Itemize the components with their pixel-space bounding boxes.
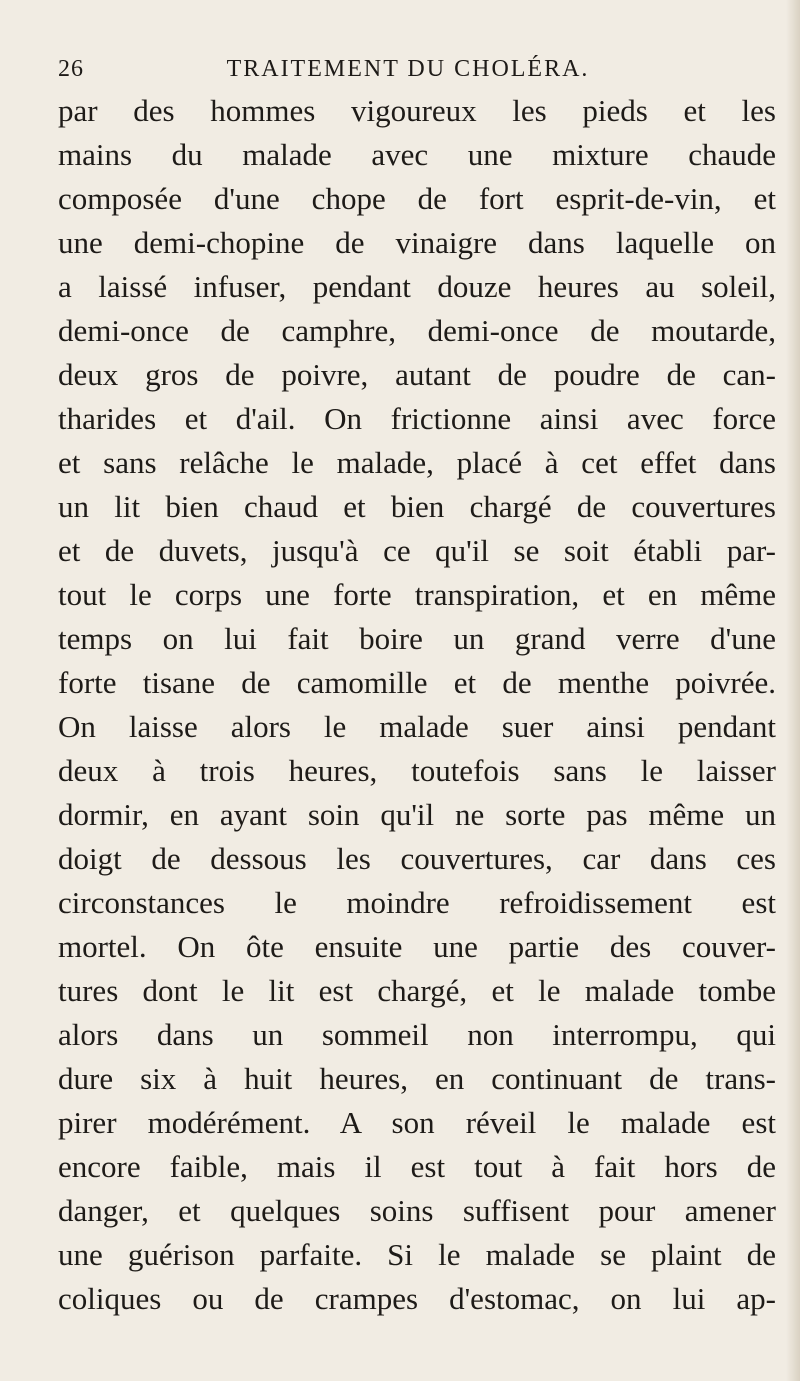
text-line: On laisse alors le malade suer ainsi pendant	[58, 709, 776, 744]
text-line: tures dont le lit est chargé, et le malade tombe	[58, 973, 776, 1008]
text-line: une demi-chopine de vinaigre dans laquelle on	[58, 225, 776, 260]
text-line: pirer modérément. A son réveil le malade est	[58, 1105, 776, 1140]
text-line: forte tisane de camomille et de menthe poivrée.	[58, 665, 776, 700]
text-line: coliques ou de crampes d'estomac, on lui ap-	[58, 1281, 776, 1316]
text-line: circonstances le moindre refroidissement est	[58, 885, 776, 920]
text-line: a laissé infuser, pendant douze heures au soleil,	[58, 269, 776, 304]
text-line: et de duvets, jusqu'à ce qu'il se soit établi par-	[58, 533, 776, 568]
text-line: une guérison parfaite. Si le malade se plaint de	[58, 1237, 776, 1272]
text-line: un lit bien chaud et bien chargé de couvertures	[58, 489, 776, 524]
text-line: danger, et quelques soins suffisent pour amener	[58, 1193, 776, 1228]
text-line: encore faible, mais il est tout à fait hors de	[58, 1149, 776, 1184]
text-line: alors dans un sommeil non interrompu, qui	[58, 1017, 776, 1052]
text-line: mains du malade avec une mixture chaude	[58, 137, 776, 172]
text-line: dormir, en ayant soin qu'il ne sorte pas même un	[58, 797, 776, 832]
text-line: doigt de dessous les couvertures, car dans ces	[58, 841, 776, 876]
text-line: tout le corps une forte transpiration, et en même	[58, 577, 776, 612]
text-line: deux à trois heures, toutefois sans le laisser	[58, 753, 776, 788]
text-line: deux gros de poivre, autant de poudre de can-	[58, 357, 776, 392]
text-line: dure six à huit heures, en continuant de trans-	[58, 1061, 776, 1096]
text-line: mortel. On ôte ensuite une partie des couver-	[58, 929, 776, 964]
text-line: demi-once de camphre, demi-once de moutarde,	[58, 313, 776, 348]
text-line: et sans relâche le malade, placé à cet effet dans	[58, 445, 776, 480]
text-line: composée d'une chope de fort esprit-de-vin, et	[58, 181, 776, 216]
text-line: tharides et d'ail. On frictionne ainsi avec force	[58, 401, 776, 436]
body-text	[58, 89, 776, 1321]
page-number: 26	[58, 56, 84, 82]
text-line: par des hommes vigoureux les pieds et les	[58, 93, 776, 128]
page-edge-shadow	[786, 0, 800, 1381]
text-line: temps on lui fait boire un grand verre d'une	[58, 621, 776, 656]
running-title: TRAITEMENT DU CHOLÉRA.	[226, 56, 590, 82]
